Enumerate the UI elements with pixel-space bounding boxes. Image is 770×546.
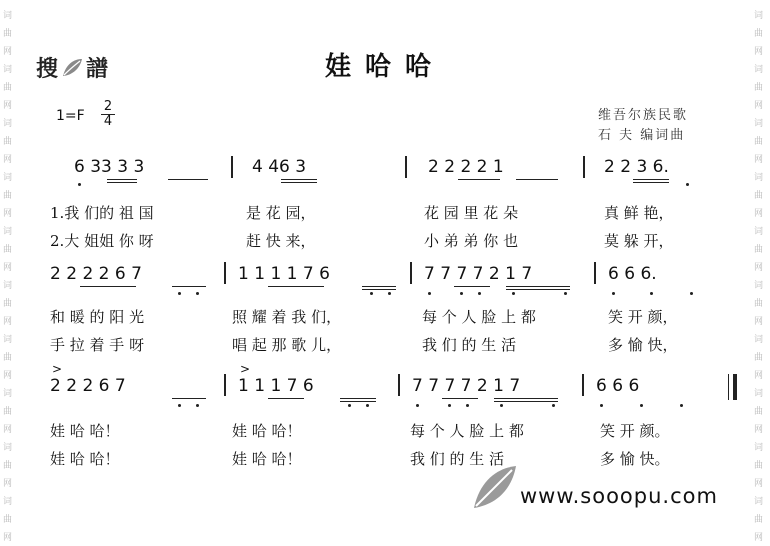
watermark-char: 曲 — [754, 353, 764, 363]
time-signature — [101, 100, 115, 129]
leaf-icon — [470, 462, 520, 512]
barline — [224, 374, 226, 396]
watermark-char: 曲 — [3, 299, 13, 309]
watermark-char: 网 — [754, 479, 764, 489]
watermark-char: 网 — [754, 263, 764, 273]
watermark-char: 曲 — [754, 407, 764, 417]
measure-r2-4: 6 6 6. — [608, 264, 657, 284]
lyric-r1-v2-4: 莫 躲 开， — [604, 232, 674, 250]
watermark-char: 曲 — [754, 461, 764, 471]
watermark-char: 曲 — [3, 83, 13, 93]
low-octave-dot — [366, 404, 369, 407]
low-octave-dot — [640, 404, 643, 407]
lyric-r2-v2-3: 我 们 的 生 活 — [422, 336, 517, 354]
eighth-beam — [281, 179, 317, 180]
lyric-r1-v1-2: 是 花 园， — [246, 204, 316, 222]
sixteenth-beam — [281, 182, 317, 183]
lyric-r2-v2-1: 手 拉 着 手 呀 — [50, 336, 145, 354]
watermark-char: 词 — [754, 11, 764, 21]
eighth-beam — [442, 398, 478, 399]
watermark-char: 词 — [3, 119, 13, 129]
eighth-beam — [506, 286, 570, 287]
watermark-char: 词 — [754, 173, 764, 183]
low-octave-dot — [500, 404, 503, 407]
lyric-r3-v2-3: 我 们 的 生 活 — [410, 450, 505, 468]
watermark-char: 曲 — [3, 191, 13, 201]
low-octave-dot — [448, 404, 451, 407]
watermark-char: 词 — [3, 227, 13, 237]
low-octave-dot — [512, 292, 515, 295]
eighth-beam — [168, 179, 208, 180]
logo-char-2: 譜 — [86, 57, 109, 82]
eighth-beam — [633, 179, 669, 180]
eighth-beam — [80, 286, 136, 287]
watermark-char: 词 — [3, 497, 13, 507]
low-octave-dot — [178, 404, 181, 407]
watermark-char: 曲 — [3, 515, 13, 525]
watermark-char: 网 — [754, 155, 764, 165]
final-barline-thick — [733, 374, 737, 400]
sixteenth-beam — [340, 401, 376, 402]
eighth-beam — [107, 179, 137, 180]
credit-origin: 维吾尔族民歌 — [598, 108, 689, 123]
lyric-r1-v2-3: 小 弟 弟 你 也 — [424, 232, 519, 250]
watermark-char: 网 — [754, 371, 764, 381]
sixteenth-beam — [633, 182, 669, 183]
watermark-char: 网 — [754, 209, 764, 219]
barline — [594, 262, 596, 284]
watermark-char: 词 — [3, 11, 13, 21]
measure-r3-2: 1 1 1 7 6 — [238, 376, 314, 396]
eighth-beam — [362, 286, 396, 287]
lyric-r1-v1-3: 花 园 里 花 朵 — [424, 204, 519, 222]
watermark-char: 网 — [3, 263, 13, 273]
measure-r3-4: 6 6 6 — [596, 376, 640, 396]
lyric-r2-v1-2: 照 耀 着 我 们， — [232, 308, 342, 326]
watermark-char: 词 — [3, 335, 13, 345]
low-octave-dot — [460, 292, 463, 295]
watermark-char: 词 — [754, 389, 764, 399]
watermark-char: 词 — [3, 389, 13, 399]
song-title: 娃哈哈 — [324, 52, 445, 82]
lyric-r1-v2-2: 赶 快 来， — [246, 232, 316, 250]
watermark-char: 曲 — [754, 299, 764, 309]
watermark-char: 网 — [3, 317, 13, 327]
lyric-r3-v2-2: 娃 哈 哈！ — [232, 450, 302, 468]
sixteenth-beam — [362, 289, 396, 290]
low-octave-dot — [600, 404, 603, 407]
low-octave-dot — [78, 183, 81, 186]
watermark-char: 曲 — [754, 191, 764, 201]
barline — [231, 156, 233, 178]
watermark-char: 网 — [3, 47, 13, 57]
eighth-beam — [454, 286, 490, 287]
site-url: www.sooopu.com — [520, 484, 718, 508]
low-octave-dot — [416, 404, 419, 407]
measure-r1-2: 4 46 3 — [252, 157, 307, 177]
measure-r3-3: 7 7 7 7 2 1 7 — [412, 376, 521, 396]
watermark-char: 曲 — [754, 83, 764, 93]
low-octave-dot — [612, 292, 615, 295]
low-octave-dot — [690, 292, 693, 295]
watermark-char: 词 — [754, 65, 764, 75]
watermark-char: 词 — [754, 443, 764, 453]
barline — [582, 374, 584, 396]
lyric-r2-v2-4: 多 愉 快， — [608, 336, 678, 354]
key-signature: 1=F — [56, 108, 85, 124]
low-octave-dot — [680, 404, 683, 407]
watermark-char: 曲 — [754, 137, 764, 147]
lyric-r3-v1-1: 娃 哈 哈！ — [50, 422, 120, 440]
eighth-beam — [172, 286, 206, 287]
barline — [398, 374, 400, 396]
time-signature-bottom: 4 — [101, 114, 115, 129]
measure-r1-4: 2 2 3 6. — [604, 157, 669, 177]
lyric-r2-v1-4: 笑 开 颜， — [608, 308, 678, 326]
low-octave-dot — [650, 292, 653, 295]
low-octave-dot — [428, 292, 431, 295]
watermark-char: 曲 — [754, 515, 764, 525]
watermark-char: 曲 — [3, 407, 13, 417]
lyric-r2-v1-1: 和 暖 的 阳 光 — [50, 308, 145, 326]
lyric-r3-v2-1: 娃 哈 哈！ — [50, 450, 120, 468]
watermark-char: 词 — [754, 227, 764, 237]
low-octave-dot — [196, 404, 199, 407]
low-octave-dot — [564, 292, 567, 295]
watermark-char: 网 — [3, 101, 13, 111]
eighth-beam — [172, 398, 206, 399]
low-octave-dot — [348, 404, 351, 407]
measure-r1-1: 6 33 3 3 — [74, 157, 145, 177]
low-octave-dot — [686, 183, 689, 186]
measure-r3-1: 2 2 2 6 7 — [50, 376, 126, 396]
barline — [224, 262, 226, 284]
measure-r2-2: 1 1 1 1 7 6 — [238, 264, 330, 284]
low-octave-dot — [552, 404, 555, 407]
watermark-char: 网 — [3, 533, 13, 543]
watermark-char: 网 — [3, 479, 13, 489]
watermark-char: 曲 — [754, 245, 764, 255]
barline — [583, 156, 585, 178]
accent-mark: > — [52, 362, 63, 376]
watermark-char: 词 — [754, 497, 764, 507]
sixteenth-beam — [494, 401, 558, 402]
watermark-char: 词 — [754, 335, 764, 345]
sixteenth-beam — [506, 289, 570, 290]
low-octave-dot — [370, 292, 373, 295]
watermark-char: 曲 — [3, 29, 13, 39]
lyric-r3-v1-2: 娃 哈 哈！ — [232, 422, 302, 440]
low-octave-dot — [478, 292, 481, 295]
watermark-char: 词 — [3, 65, 13, 75]
measure-r2-3: 7 7 7 7 2 1 7 — [424, 264, 533, 284]
measure-r1-3: 2 2 2 2 1 — [428, 157, 504, 177]
watermark-char: 网 — [754, 533, 764, 543]
eighth-beam — [268, 398, 304, 399]
time-signature-top: 2 — [103, 99, 113, 114]
watermark-char: 词 — [3, 173, 13, 183]
eighth-beam — [516, 179, 558, 180]
barline — [405, 156, 407, 178]
watermark-char: 曲 — [754, 29, 764, 39]
barline — [410, 262, 412, 284]
lyric-r1-v2-1: 2.大 姐姐 你 呀 — [50, 232, 154, 250]
lyric-r2-v1-3: 每 个 人 脸 上 都 — [422, 308, 536, 326]
lyric-r3-v1-4: 笑 开 颜。 — [600, 422, 670, 440]
low-octave-dot — [196, 292, 199, 295]
watermark-char: 网 — [3, 155, 13, 165]
watermark-char: 曲 — [3, 245, 13, 255]
lyric-r1-v1-1: 1.我 们的 祖 国 — [50, 204, 154, 222]
eighth-beam — [494, 398, 558, 399]
watermark-char: 词 — [3, 443, 13, 453]
watermark-char: 词 — [754, 119, 764, 129]
watermark-char: 词 — [3, 281, 13, 291]
sixteenth-beam — [107, 182, 137, 183]
eighth-beam — [268, 286, 324, 287]
watermark-char: 网 — [3, 371, 13, 381]
eighth-beam — [458, 179, 500, 180]
low-octave-dot — [178, 292, 181, 295]
watermark-char: 网 — [754, 101, 764, 111]
watermark-char: 词 — [754, 281, 764, 291]
watermark-char: 曲 — [3, 461, 13, 471]
accent-mark: > — [240, 362, 251, 376]
lyric-r3-v1-3: 每 个 人 脸 上 都 — [410, 422, 524, 440]
watermark-char: 曲 — [3, 137, 13, 147]
logo-char-1: 搜 — [36, 57, 59, 82]
final-barline-thin — [728, 374, 729, 400]
watermark-char: 网 — [754, 317, 764, 327]
low-octave-dot — [466, 404, 469, 407]
credit-author: 石 夫 编词曲 — [598, 128, 686, 143]
watermark-char: 曲 — [3, 353, 13, 363]
eighth-beam — [340, 398, 376, 399]
watermark-char: 网 — [754, 425, 764, 435]
watermark-char: 网 — [754, 47, 764, 57]
watermark-char: 网 — [3, 425, 13, 435]
low-octave-dot — [388, 292, 391, 295]
lyric-r3-v2-4: 多 愉 快。 — [600, 450, 670, 468]
lyric-r1-v1-4: 真 鲜 艳， — [604, 204, 674, 222]
measure-r2-1: 2 2 2 2 6 7 — [50, 264, 142, 284]
watermark-char: 网 — [3, 209, 13, 219]
lyric-r2-v2-2: 唱 起 那 歌 儿， — [232, 336, 342, 354]
